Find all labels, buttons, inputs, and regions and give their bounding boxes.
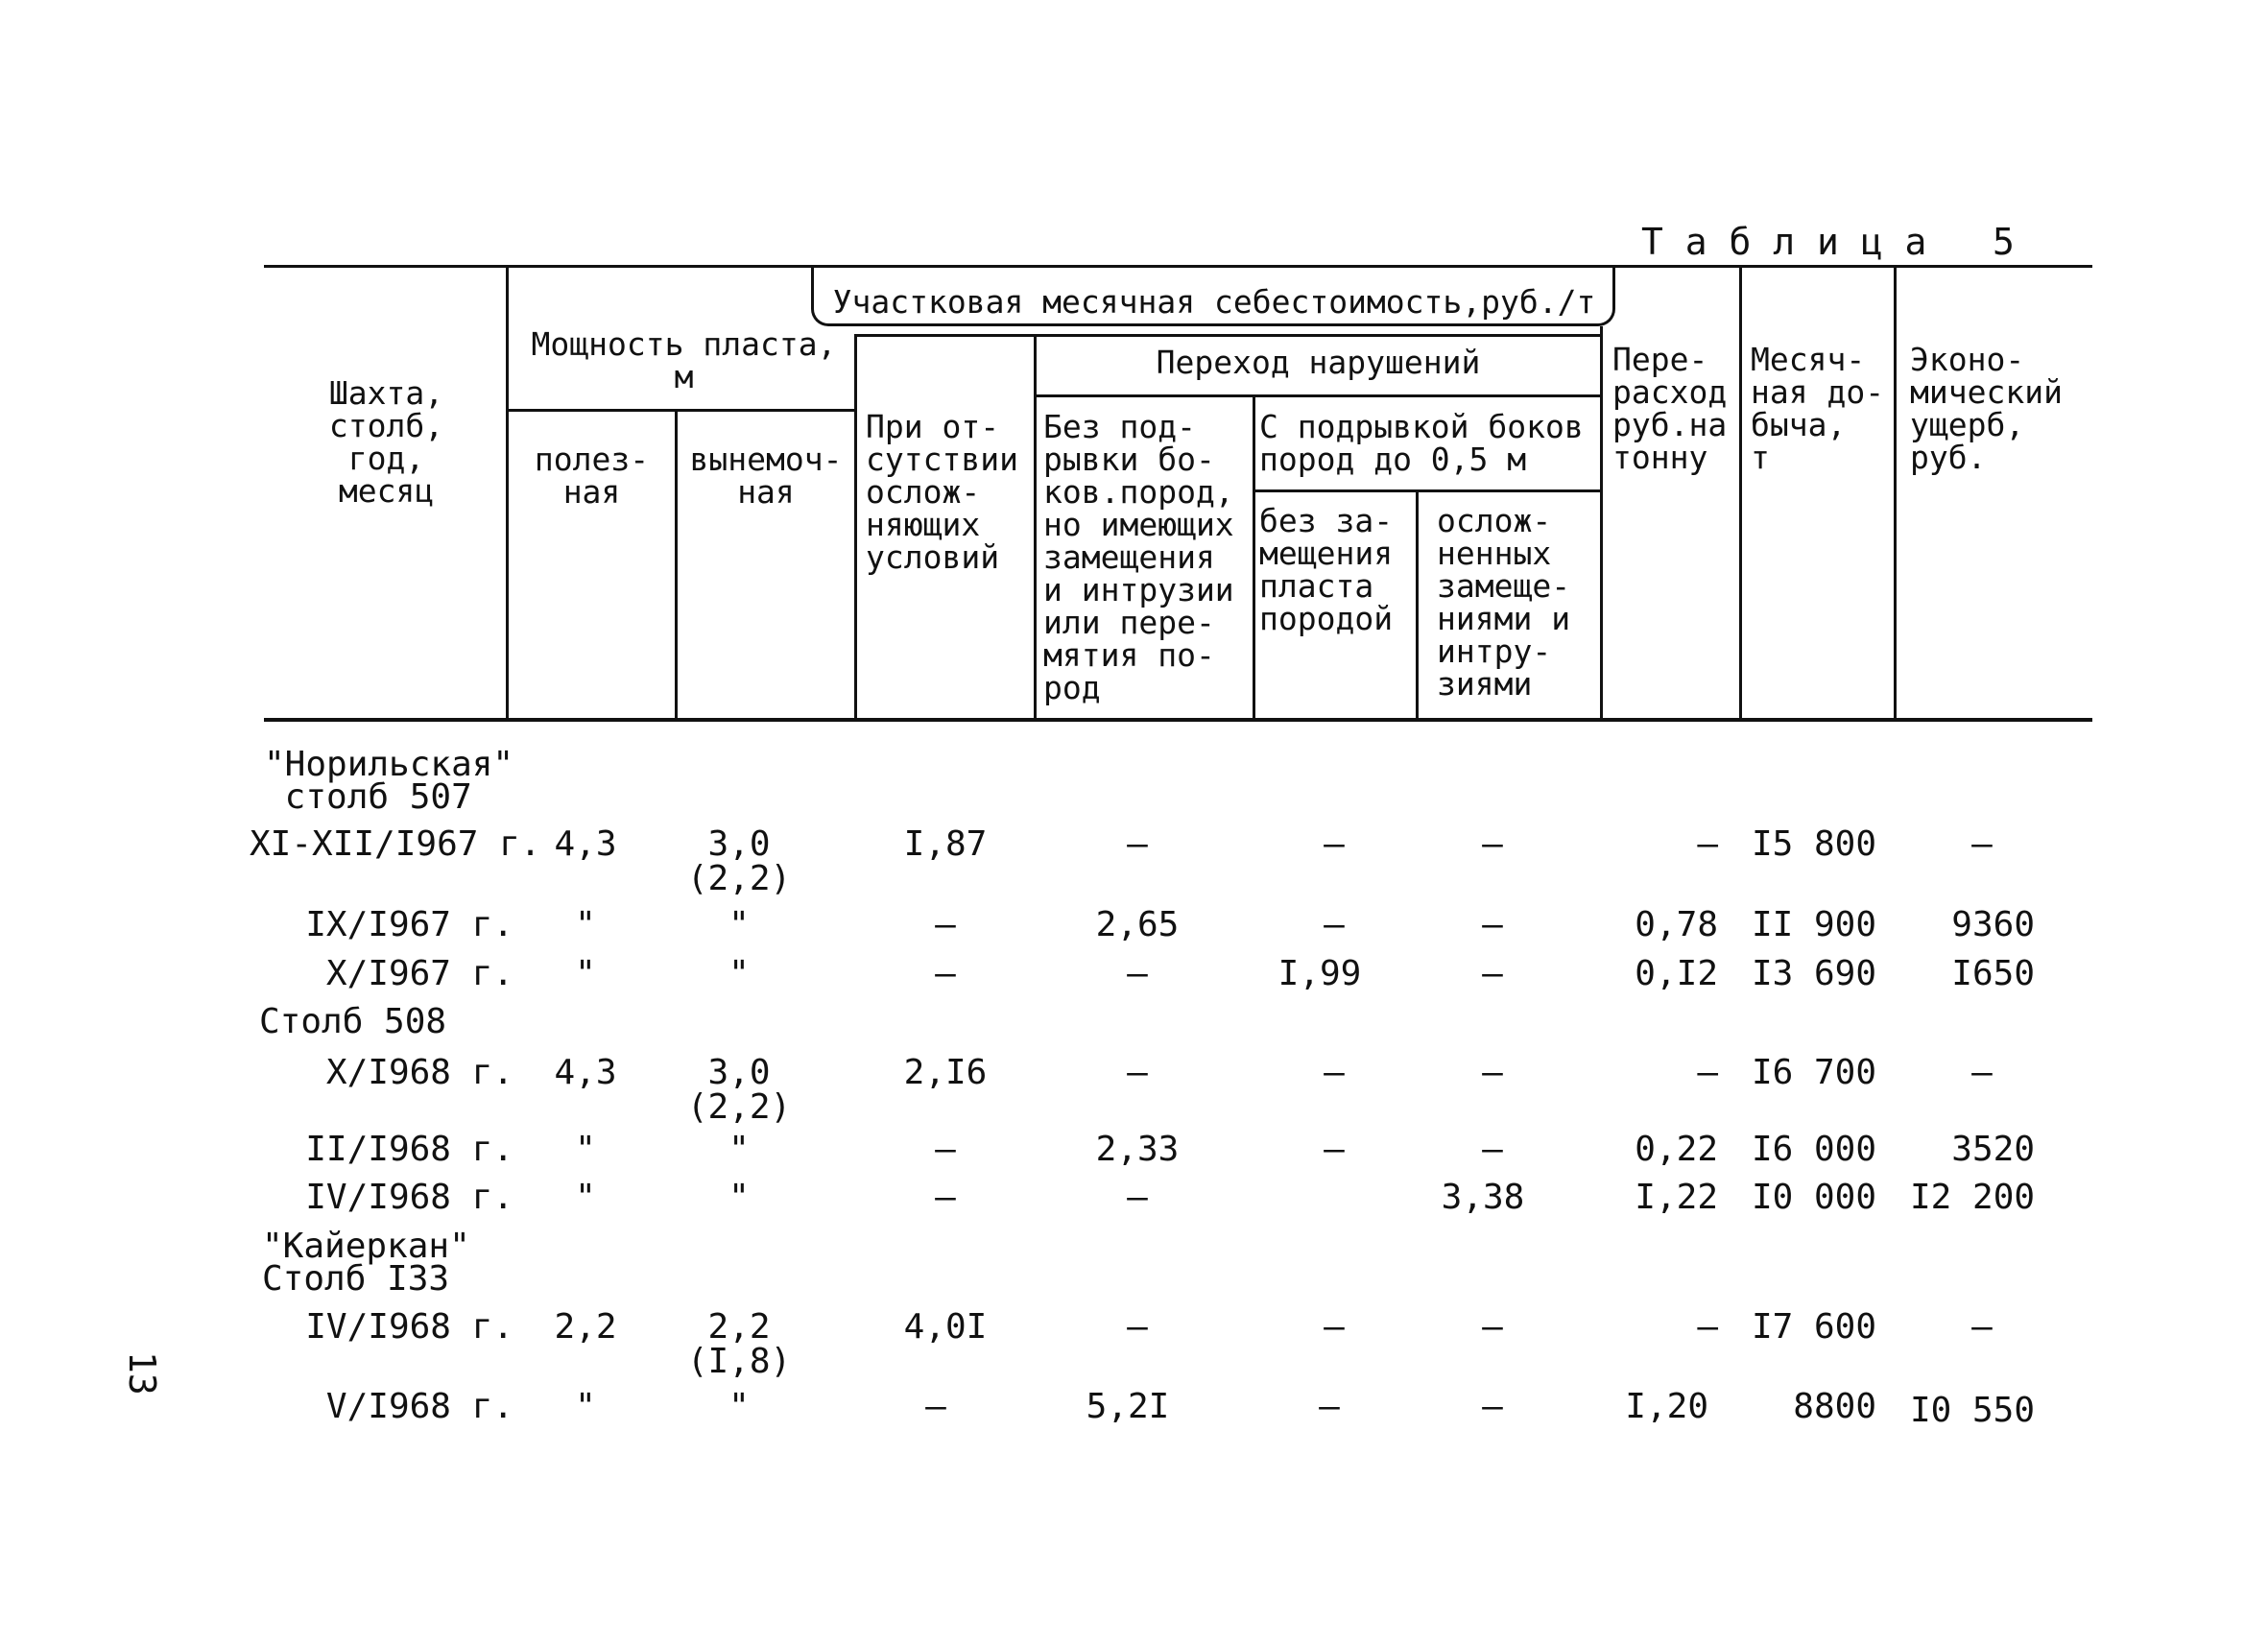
header-complicated: ослож- ненных замеще- ниями и интру- зиями — [1437, 502, 1571, 703]
cell-useful: " — [575, 905, 596, 944]
cell-overspend: I,22 — [1635, 1178, 1718, 1217]
cell-period: II/I968 г. — [305, 1130, 513, 1169]
cell-extracted: 3,0 (2,2) — [686, 824, 792, 898]
cell-damage: 3520 — [1951, 1130, 2035, 1169]
cell-period: IV/I968 г. — [305, 1178, 513, 1217]
section-label: Столб 508 — [259, 1002, 447, 1041]
cell-no-blasting: – — [1127, 954, 1148, 993]
cell-useful: 4,3 — [554, 824, 617, 864]
cell-output: I6 000 — [1751, 1130, 1876, 1169]
cell-normal: – — [925, 1387, 946, 1426]
cell-complicated: – — [1482, 1053, 1503, 1092]
header-disturbance: Переход нарушений — [1156, 344, 1481, 381]
cell-extracted: " — [728, 1130, 750, 1169]
cell-no-replacement: – — [1324, 1130, 1345, 1169]
cell-normal: – — [935, 954, 956, 993]
cell-normal: – — [935, 1130, 956, 1169]
header-extracted: вынемоч- ная — [689, 441, 843, 511]
table-label: Т а б л и ц а 5 — [1641, 221, 2015, 263]
cell-output: I5 800 — [1751, 824, 1876, 864]
cell-period: X/I968 г. — [325, 1053, 513, 1092]
cell-no-blasting: – — [1127, 1053, 1148, 1092]
cell-no-blasting: 2,65 — [1095, 905, 1180, 944]
cell-no-blasting: – — [1127, 1307, 1148, 1347]
cell-damage: – — [1971, 1307, 1993, 1347]
cell-normal: 4,0I — [903, 1307, 988, 1347]
cell-overspend: – — [1697, 824, 1718, 864]
cell-damage: I650 — [1951, 954, 2035, 993]
cell-period: IV/I968 г. — [305, 1307, 513, 1347]
cell-damage: – — [1971, 1053, 1993, 1092]
cell-extracted: " — [728, 905, 750, 944]
header-damage: Эконо- мический ущерб, руб. — [1910, 341, 2063, 476]
cell-useful: " — [575, 954, 596, 993]
cell-useful: " — [575, 1387, 596, 1426]
cell-no-replacement: I,99 — [1277, 954, 1362, 993]
header-shaft: Шахта, столб, год, месяц — [328, 374, 444, 510]
cell-overspend: – — [1697, 1307, 1718, 1347]
header-with-blasting: С подрывкой боков пород до 0,5 м — [1259, 408, 1584, 478]
cell-output: I6 700 — [1751, 1053, 1876, 1092]
cell-complicated: – — [1482, 1387, 1503, 1426]
cell-no-replacement: – — [1319, 1387, 1340, 1426]
cell-normal: – — [935, 905, 956, 944]
cell-output: I7 600 — [1751, 1307, 1876, 1347]
section-label: "Кайеркан" Столб I33 — [262, 1227, 470, 1299]
cell-normal: – — [935, 1178, 956, 1217]
cell-useful: 2,2 — [554, 1307, 617, 1347]
header-cost-group: Участковая месячная себестоимость,руб./т — [832, 283, 1596, 321]
cell-output: 8800 — [1793, 1387, 1876, 1426]
header-useful: полез- ная — [534, 441, 650, 511]
cell-period: XI-XII/I967 г. — [250, 824, 541, 864]
cell-normal: I,87 — [903, 824, 988, 864]
cell-extracted: " — [728, 1387, 750, 1426]
cell-extracted: 2,2 (I,8) — [686, 1307, 792, 1381]
cell-extracted: " — [728, 954, 750, 993]
cell-normal: 2,I6 — [903, 1053, 988, 1092]
cell-no-blasting: – — [1127, 824, 1148, 864]
page-number: 13 — [121, 1351, 163, 1396]
header-no-complications: При от- сутствии ослож- няющих условий — [866, 408, 1018, 576]
header-thickness: Мощность пласта, м — [531, 325, 837, 395]
cell-no-replacement: – — [1324, 905, 1345, 944]
cell-complicated: – — [1482, 905, 1503, 944]
cell-overspend: 0,I2 — [1635, 954, 1718, 993]
cell-complicated: – — [1482, 1307, 1503, 1347]
cell-overspend: I,20 — [1625, 1387, 1708, 1426]
cell-no-blasting: – — [1127, 1178, 1148, 1217]
header-no-blasting: Без под- рывки бо- ков.пород, но имеющих замещения и интрузии или пере- мятия по- род — [1043, 408, 1234, 706]
cell-no-replacement: – — [1324, 1053, 1345, 1092]
section-label: "Норильская" столб 507 — [264, 745, 514, 817]
cell-no-replacement: – — [1324, 824, 1345, 864]
cell-overspend: – — [1697, 1053, 1718, 1092]
cell-damage: 9360 — [1951, 905, 2035, 944]
cell-period: IX/I967 г. — [305, 905, 513, 944]
cell-complicated: – — [1482, 824, 1503, 864]
cell-extracted: " — [728, 1178, 750, 1217]
cell-no-replacement: – — [1324, 1307, 1345, 1347]
cell-output: I0 000 — [1751, 1178, 1876, 1217]
header-monthly-output: Месяч- ная до- быча, т — [1751, 341, 1885, 476]
cell-overspend: 0,78 — [1635, 905, 1718, 944]
cell-complicated: – — [1482, 1130, 1503, 1169]
cell-useful: " — [575, 1178, 596, 1217]
cell-damage: I2 200 — [1910, 1178, 2036, 1217]
header-overspend: Пере- расход руб.на тонну — [1612, 341, 1728, 476]
cell-complicated: 3,38 — [1441, 1178, 1525, 1217]
cell-period: V/I968 г. — [325, 1387, 513, 1426]
header-no-replacement: без за- мещения пласта породой — [1259, 502, 1394, 637]
cell-complicated: – — [1482, 954, 1503, 993]
cell-damage: – — [1971, 824, 1993, 864]
cell-useful: 4,3 — [554, 1053, 617, 1092]
cell-output: II 900 — [1751, 905, 1876, 944]
cell-no-blasting: 5,2I — [1086, 1387, 1170, 1426]
cell-period: X/I967 г. — [325, 954, 513, 993]
cell-extracted: 3,0 (2,2) — [686, 1053, 792, 1127]
cell-overspend: 0,22 — [1635, 1130, 1718, 1169]
cell-damage: I0 550 — [1909, 1391, 2035, 1430]
cell-useful: " — [575, 1130, 596, 1169]
cell-no-blasting: 2,33 — [1095, 1130, 1180, 1169]
cell-output: I3 690 — [1751, 954, 1876, 993]
